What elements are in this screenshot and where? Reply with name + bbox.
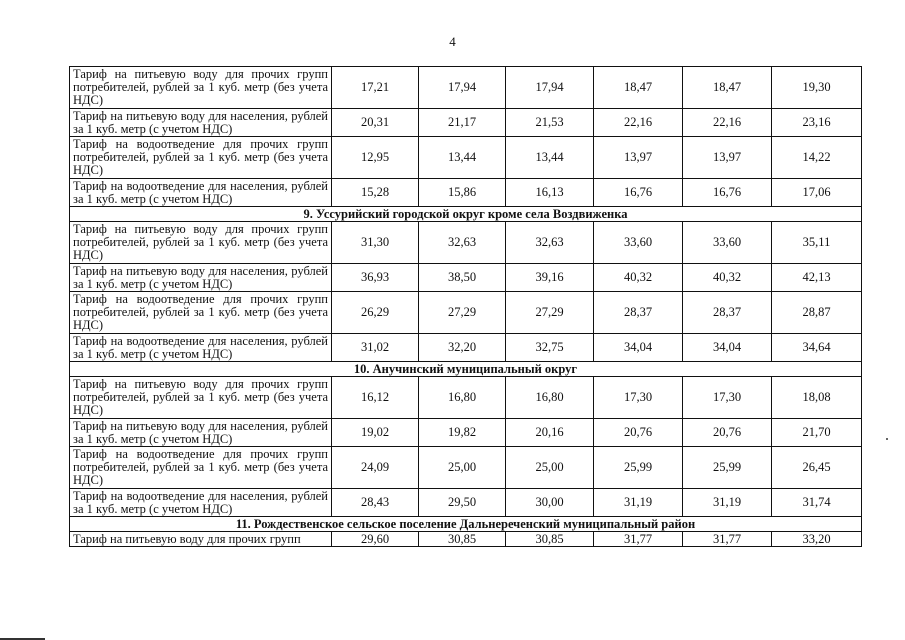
scan-artifact-dot <box>886 438 888 440</box>
tariff-value: 17,30 <box>594 377 683 419</box>
tariff-description: Тариф на питьевую воду для населения, рублей за 1 куб. метр (с учетом НДС) <box>70 109 332 137</box>
tariff-description: Тариф на питьевую воду для прочих групп потребителей, рублей за 1 куб. метр (без учета НДС) <box>70 377 332 419</box>
tariff-value: 31,77 <box>683 532 772 547</box>
tariff-value: 18,08 <box>772 377 862 419</box>
tariff-value: 34,04 <box>683 334 772 362</box>
section-heading: 9. Уссурийский городской округ кроме села Воздвиженка <box>70 207 862 222</box>
section-heading-row <box>70 207 862 222</box>
tariff-value: 20,16 <box>506 419 594 447</box>
tariff-value: 21,53 <box>506 109 594 137</box>
tariff-value: 28,37 <box>683 292 772 334</box>
tariff-value: 19,82 <box>419 419 506 447</box>
section-heading: 10. Анучинский муниципальный округ <box>70 362 862 377</box>
tariff-value: 16,76 <box>594 179 683 207</box>
tariff-value: 31,19 <box>594 489 683 517</box>
tariff-value: 12,95 <box>332 137 419 179</box>
tariff-value: 39,16 <box>506 264 594 292</box>
tariff-value: 31,30 <box>332 222 419 264</box>
tariff-value: 29,50 <box>419 489 506 517</box>
tariff-value: 40,32 <box>594 264 683 292</box>
tariff-value: 16,80 <box>419 377 506 419</box>
tariff-value: 17,94 <box>506 67 594 109</box>
table-row <box>70 137 862 179</box>
tariff-value: 33,60 <box>594 222 683 264</box>
tariff-value: 20,76 <box>683 419 772 447</box>
tariff-value: 32,63 <box>506 222 594 264</box>
table-row <box>70 334 862 362</box>
tariff-value: 20,76 <box>594 419 683 447</box>
tariff-value: 23,16 <box>772 109 862 137</box>
tariff-value: 31,74 <box>772 489 862 517</box>
tariff-description: Тариф на водоотведение для населения, рублей за 1 куб. метр (с учетом НДС) <box>70 334 332 362</box>
tariff-value: 27,29 <box>419 292 506 334</box>
tariff-value: 13,97 <box>683 137 772 179</box>
tariff-value: 30,00 <box>506 489 594 517</box>
tariff-value: 17,30 <box>683 377 772 419</box>
tariff-value: 16,13 <box>506 179 594 207</box>
tariff-value: 35,11 <box>772 222 862 264</box>
tariff-value: 28,43 <box>332 489 419 517</box>
tariff-value: 31,02 <box>332 334 419 362</box>
tariff-value: 25,99 <box>683 447 772 489</box>
tariff-value: 26,29 <box>332 292 419 334</box>
table-row <box>70 489 862 517</box>
tariff-value: 34,04 <box>594 334 683 362</box>
tariff-value: 25,00 <box>506 447 594 489</box>
tariff-value: 13,44 <box>419 137 506 179</box>
tariff-value: 19,30 <box>772 67 862 109</box>
tariff-value: 28,37 <box>594 292 683 334</box>
tariff-value: 32,75 <box>506 334 594 362</box>
tariff-value: 16,12 <box>332 377 419 419</box>
tariff-value: 27,29 <box>506 292 594 334</box>
tariff-description: Тариф на питьевую воду для населения, рублей за 1 куб. метр (с учетом НДС) <box>70 419 332 447</box>
table-row <box>70 419 862 447</box>
tariff-description: Тариф на водоотведение для прочих групп потребителей, рублей за 1 куб. метр (без учета НДС) <box>70 447 332 489</box>
tariff-value: 21,17 <box>419 109 506 137</box>
tariff-value: 14,22 <box>772 137 862 179</box>
tariff-value: 17,21 <box>332 67 419 109</box>
tariff-value: 29,60 <box>332 532 419 547</box>
tariff-value: 15,86 <box>419 179 506 207</box>
tariff-value: 25,00 <box>419 447 506 489</box>
tariff-value: 17,06 <box>772 179 862 207</box>
table-row <box>70 222 862 264</box>
tariff-value: 26,45 <box>772 447 862 489</box>
tariff-description: Тариф на водоотведение для населения, рублей за 1 куб. метр (с учетом НДС) <box>70 179 332 207</box>
tariff-value: 30,85 <box>419 532 506 547</box>
table-body <box>70 67 862 547</box>
tariff-value: 17,94 <box>419 67 506 109</box>
table-row <box>70 109 862 137</box>
table-row <box>70 377 862 419</box>
section-heading-row <box>70 362 862 377</box>
tariff-value: 15,28 <box>332 179 419 207</box>
tariff-value: 42,13 <box>772 264 862 292</box>
tariff-value: 16,76 <box>683 179 772 207</box>
tariff-value: 22,16 <box>594 109 683 137</box>
tariff-value: 33,20 <box>772 532 862 547</box>
section-heading-row <box>70 517 862 532</box>
tariff-value: 32,63 <box>419 222 506 264</box>
tariff-description: Тариф на питьевую воду для прочих групп <box>70 532 332 547</box>
tariff-value: 34,64 <box>772 334 862 362</box>
table-row <box>70 532 862 547</box>
table-row <box>70 179 862 207</box>
tariff-description: Тариф на питьевую воду для прочих групп потребителей, рублей за 1 куб. метр (без учета НДС) <box>70 222 332 264</box>
tariff-description: Тариф на водоотведение для прочих групп потребителей, рублей за 1 куб. метр (без учета НДС) <box>70 292 332 334</box>
table-row <box>70 67 862 109</box>
tariff-value: 33,60 <box>683 222 772 264</box>
tariff-value: 28,87 <box>772 292 862 334</box>
tariff-value: 21,70 <box>772 419 862 447</box>
tariff-value: 22,16 <box>683 109 772 137</box>
table-row <box>70 264 862 292</box>
tariff-value: 18,47 <box>594 67 683 109</box>
tariff-value: 19,02 <box>332 419 419 447</box>
tariff-table <box>69 66 862 547</box>
tariff-value: 36,93 <box>332 264 419 292</box>
tariff-value: 32,20 <box>419 334 506 362</box>
tariff-value: 25,99 <box>594 447 683 489</box>
tariff-description: Тариф на водоотведение для прочих групп потребителей, рублей за 1 куб. метр (без учета НДС) <box>70 137 332 179</box>
tariff-value: 18,47 <box>683 67 772 109</box>
tariff-value: 13,44 <box>506 137 594 179</box>
table-row <box>70 447 862 489</box>
table-row <box>70 292 862 334</box>
tariff-value: 31,19 <box>683 489 772 517</box>
tariff-value: 31,77 <box>594 532 683 547</box>
tariff-value: 20,31 <box>332 109 419 137</box>
tariff-value: 30,85 <box>506 532 594 547</box>
tariff-description: Тариф на питьевую воду для населения, рублей за 1 куб. метр (с учетом НДС) <box>70 264 332 292</box>
tariff-description: Тариф на водоотведение для населения, рублей за 1 куб. метр (с учетом НДС) <box>70 489 332 517</box>
page-number: 4 <box>449 34 456 49</box>
tariff-value: 16,80 <box>506 377 594 419</box>
tariff-description: Тариф на питьевую воду для прочих групп потребителей, рублей за 1 куб. метр (без учета НДС) <box>70 67 332 109</box>
section-heading: 11. Рождественское сельское поселение Дальнереченский муниципальный район <box>70 517 862 532</box>
tariff-value: 24,09 <box>332 447 419 489</box>
tariff-value: 38,50 <box>419 264 506 292</box>
tariff-value: 40,32 <box>683 264 772 292</box>
tariff-value: 13,97 <box>594 137 683 179</box>
